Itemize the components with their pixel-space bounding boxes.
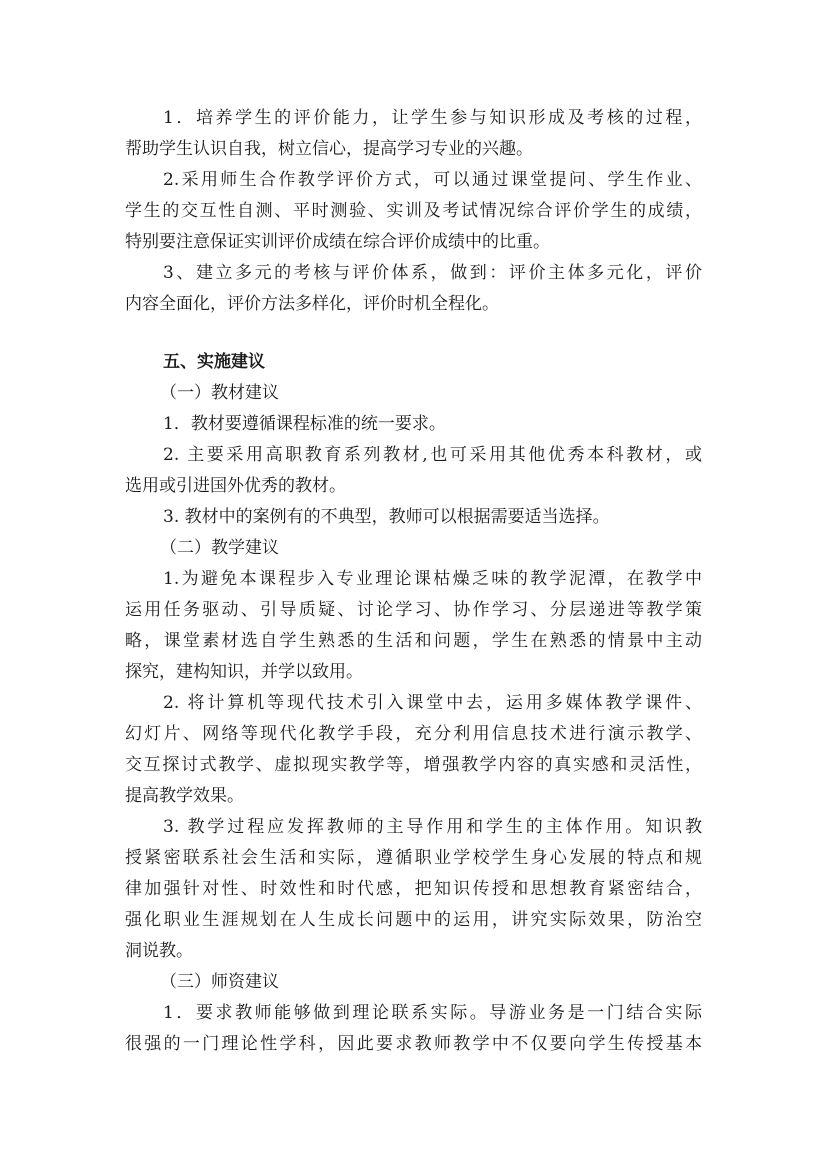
paragraph-line: 内容全面化，评价方法多样化，评价时机全程化。 — [125, 294, 499, 314]
paragraph-line: 律加强针对性、时效性和时代感，把知识传授和思想教育紧密结合， — [125, 879, 702, 899]
paragraph-line: 授紧密联系社会生活和实际，遵循职业学校学生身心发展的特点和规 — [125, 848, 702, 868]
paragraph-line: 帮助学生认识自我，树立信心，提高学习专业的兴趣。 — [125, 139, 533, 159]
subsection-heading: （三）师资建议 — [160, 972, 279, 992]
subsection-heading: （二）教学建议 — [160, 538, 279, 558]
paragraph-line: 2.采用师生合作教学评价方式，可以通过课堂提问、学生作业、 — [163, 170, 702, 190]
paragraph-line: 学生的交互性自测、平时测验、实训及考试情况综合评价学生的成绩， — [125, 201, 702, 221]
paragraph-line: 1.为避免本课程步入专业理论课枯燥乏味的教学泥潭，在教学中 — [163, 569, 702, 589]
paragraph-line: 特别要注意保证实训评价成绩在综合评价成绩中的比重。 — [125, 232, 550, 252]
paragraph-line: 幻灯片、网络等现代化教学手段，充分利用信息技术进行演示教学、 — [125, 724, 702, 744]
paragraph-line: 2. 将计算机等现代技术引入课堂中去，运用多媒体教学课件、 — [163, 693, 702, 713]
paragraph-line: 1．培养学生的评价能力，让学生参与知识形成及考核的过程， — [163, 108, 702, 128]
paragraph-line: 强化职业生涯规划在人生成长问题中的运用，讲究实际效果，防治空 — [125, 910, 702, 930]
paragraph-line: 3. 教材中的案例有的不典型，教师可以根据需要适当选择。 — [163, 507, 610, 527]
paragraph-line: 选用或引进国外优秀的教材。 — [125, 476, 346, 496]
paragraph-line: 探究，建构知识，并学以致用。 — [125, 662, 363, 682]
paragraph-line: 略，课堂素材选自学生熟悉的生活和问题，学生在熟悉的情景中主动 — [125, 631, 702, 651]
paragraph-line: 提高教学效果。 — [125, 786, 244, 806]
paragraph-line: 1．要求教师能够做到理论联系实际。导游业务是一门结合实际 — [163, 1003, 702, 1023]
paragraph-line: 洞说教。 — [125, 941, 193, 961]
paragraph-line: 交互探讨式教学、虚拟现实教学等，增强教学内容的真实感和灵活性， — [125, 755, 702, 775]
paragraph-line: 运用任务驱动、引导质疑、讨论学习、协作学习、分层递进等教学策 — [125, 600, 702, 620]
subsection-heading: （一）教材建议 — [160, 383, 279, 403]
paragraph-line: 2. 主要采用高职教育系列教材,也可采用其他优秀本科教材，或 — [163, 445, 702, 465]
paragraph-line: 3. 教学过程应发挥教师的主导作用和学生的主体作用。知识教 — [163, 817, 702, 837]
paragraph-line: 1．教材要遵循课程标准的统一要求。 — [163, 414, 446, 434]
paragraph-line: 很强的一门理论性学科，因此要求教师教学中不仅要向学生传授基本 — [125, 1034, 702, 1054]
section-heading: 五、实施建议 — [163, 352, 265, 372]
paragraph-line: 3、建立多元的考核与评价体系，做到：评价主体多元化，评价 — [163, 263, 702, 283]
